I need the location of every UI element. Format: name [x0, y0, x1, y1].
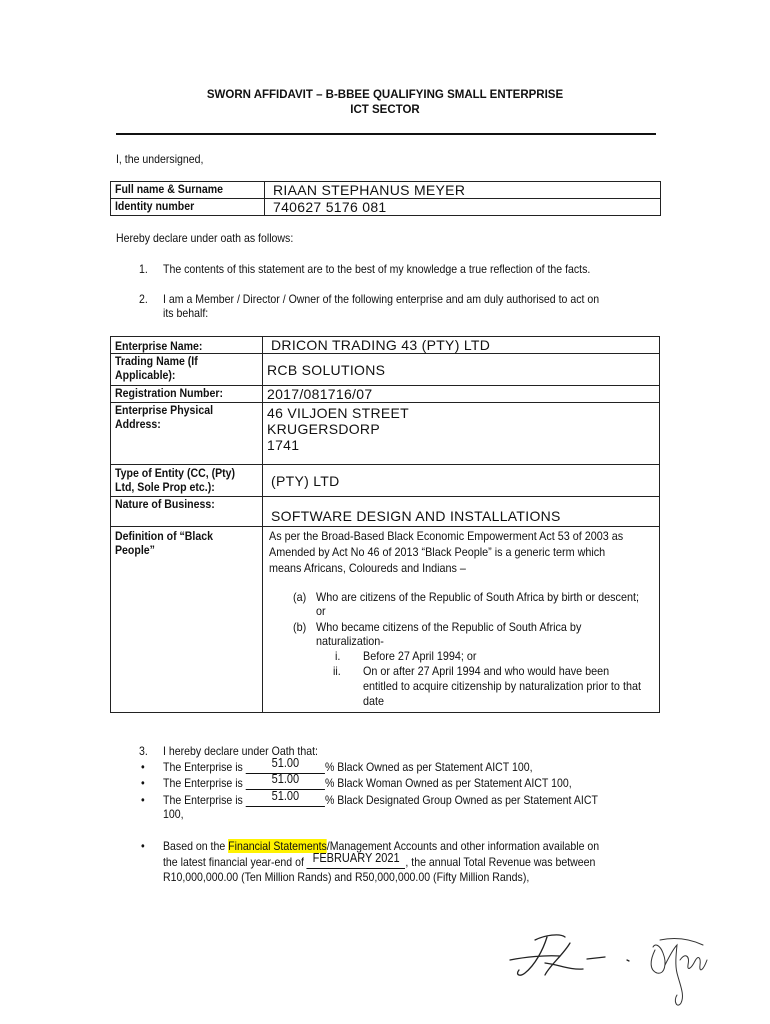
clause-i-marker: i.	[335, 649, 341, 663]
document-title: SWORN AFFIDAVIT – B-BBEE QUALIFYING SMALL ENTERPRISE	[206, 89, 564, 101]
item-number-3: 3.	[139, 744, 148, 758]
clause-ii-line-1: On or after 27 April 1994 and who would have been	[363, 664, 610, 678]
ownership-prefix-1: The Enterprise is	[163, 760, 243, 774]
entity-type-label-cont: Ltd, Sole Prop etc.):	[115, 480, 215, 494]
designated-group-suffix-cont: 100,	[163, 807, 184, 821]
clause-b-line-1: Who became citizens of the Republic of South Africa by	[316, 620, 582, 634]
turnover-line-2	[163, 851, 596, 869]
turnover-line-2-before: the latest financial year-end of	[163, 855, 304, 869]
signature-marks	[505, 925, 720, 1020]
bullet-2: •	[141, 776, 145, 790]
designated-group-suffix: % Black Designated Group Owned as per Statement AICT	[324, 793, 598, 807]
entity-type-label: Type of Entity (CC, (Pty)	[115, 466, 236, 480]
clause-i-text: Before 27 April 1994; or	[363, 649, 477, 663]
enterprise-name-value: DRICON TRADING 43 (PTY) LTD	[271, 337, 491, 353]
address-line-3: 1741	[267, 437, 300, 453]
document-subtitle: ICT SECTOR	[350, 104, 420, 116]
address-line-1: 46 VILJOEN STREET	[267, 405, 410, 421]
address-line-2: KRUGERSDORP	[267, 421, 380, 437]
ownership-prefix-2: The Enterprise is	[163, 776, 243, 790]
deponent-table	[110, 181, 661, 216]
black-woman-owned-value: 51.00	[271, 772, 300, 786]
entity-type-value: (PTY) LTD	[271, 472, 340, 489]
definition-cell	[263, 527, 660, 713]
clause-ii-line-2: entitled to acquire citizenship by naturalization prior to that	[363, 679, 641, 693]
id-label: Identity number	[115, 199, 195, 213]
designated-group-value: 51.00	[271, 789, 300, 803]
item-2-text: I am a Member / Director / Owner of the following enterprise and am duly authorised to act on	[163, 292, 600, 306]
ownership-prefix-3: The Enterprise is	[163, 793, 243, 807]
turnover-line-3: R10,000,000.00 (Ten Million Rands) and R50,000,000.00 (Fifty Million Rands),	[163, 870, 530, 884]
definition-line-3: means Africans, Coloureds and Indians –	[269, 561, 466, 575]
clause-a-line-1: Who are citizens of the Republic of South Africa by birth or descent;	[316, 590, 639, 604]
trading-name-value: RCB SOLUTIONS	[267, 361, 386, 378]
definition-label-cont: People”	[115, 543, 155, 557]
bullet-4: •	[141, 839, 145, 853]
enterprise-table	[110, 336, 660, 713]
black-woman-owned-suffix: % Black Woman Owned as per Statement AICT 100,	[324, 776, 572, 790]
financial-statements-highlight: Financial Statements	[228, 839, 327, 853]
definition-line-1: As per the Broad-Based Black Economic Empowerment Act 53 of 2003 as	[269, 529, 624, 543]
id-value: 740627 5176 081	[273, 199, 387, 215]
item-number-2: 2.	[139, 292, 148, 306]
initials-signature	[510, 935, 629, 975]
ownership-line-3	[163, 789, 598, 807]
bullet-3: •	[141, 793, 145, 807]
clause-ii-line-3: date	[363, 694, 385, 708]
name-value: RIAAN STEPHANUS MEYER	[273, 182, 466, 198]
registration-label: Registration Number:	[115, 386, 223, 400]
registration-value: 2017/081716/07	[267, 386, 373, 402]
turnover-text-after: /Management Accounts and other information available on	[326, 839, 600, 853]
black-owned-value: 51.00	[271, 756, 300, 770]
address-label: Enterprise Physical	[115, 403, 214, 417]
ownership-line-2	[163, 772, 572, 790]
year-end-value: FEBRUARY 2021	[312, 851, 400, 865]
item-number-1: 1.	[139, 262, 148, 276]
clause-ii-marker: ii.	[333, 664, 341, 678]
clause-a-line-2: or	[316, 604, 326, 618]
item-2-text-cont: its behalf:	[163, 306, 209, 320]
address-label-cont: Address:	[115, 417, 161, 431]
definition-label: Definition of “Black	[115, 529, 213, 543]
clause-a-marker: (a)	[293, 590, 307, 604]
intro-text: I, the undersigned,	[116, 152, 204, 166]
full-signature	[651, 939, 707, 1006]
clause-b-marker: (b)	[293, 620, 307, 634]
nature-label: Nature of Business:	[115, 497, 215, 511]
nature-value: SOFTWARE DESIGN AND INSTALLATIONS	[271, 508, 561, 524]
trading-name-label-cont: Applicable):	[115, 368, 176, 382]
ownership-line-1	[163, 756, 533, 774]
turnover-line-2-after: , the annual Total Revenue was between	[405, 855, 596, 869]
definition-line-2: Amended by Act No 46 of 2013 “Black People” is a generic term which	[269, 545, 606, 559]
item-1-text: The contents of this statement are to the best of my knowledge a true reflection of the facts.	[163, 262, 591, 276]
enterprise-name-label: Enterprise Name:	[115, 339, 203, 353]
section-3-heading: I hereby declare under Oath that:	[163, 744, 318, 758]
clause-b-line-2: naturalization-	[316, 634, 384, 648]
black-owned-suffix: % Black Owned as per Statement AICT 100,	[324, 760, 533, 774]
trading-name-label: Trading Name (If	[115, 354, 198, 368]
name-label: Full name & Surname	[115, 182, 223, 196]
declare-line: Hereby declare under oath as follows:	[116, 231, 294, 245]
turnover-text-before: Based on the	[163, 839, 229, 853]
title-divider	[116, 133, 656, 135]
bullet-1: •	[141, 760, 145, 774]
